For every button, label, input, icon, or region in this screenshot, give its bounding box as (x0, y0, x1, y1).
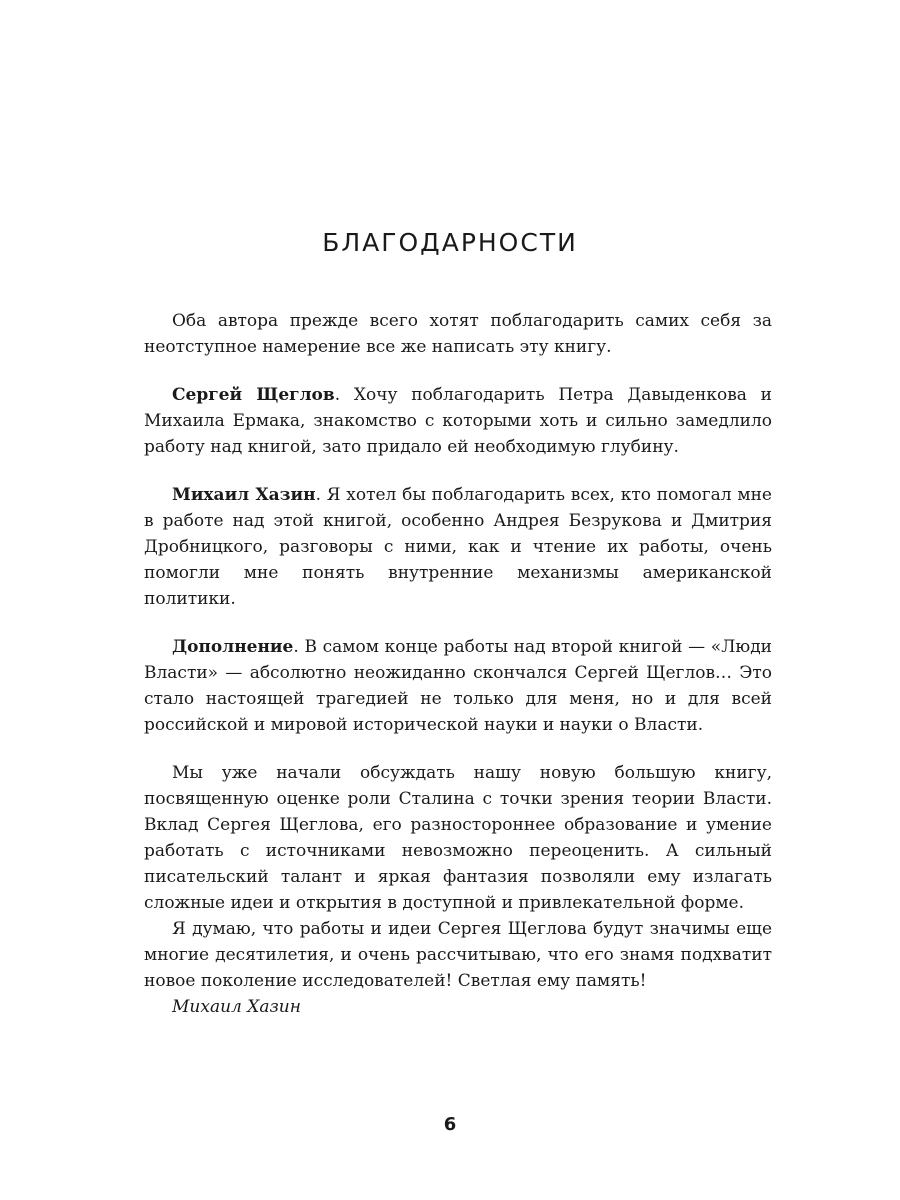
signature: Михаил Хазин (172, 997, 301, 1017)
paragraph-lead: Сергей Щеглов (172, 385, 335, 405)
paragraph-lead: Дополнение (172, 637, 294, 657)
acknowledgements-body (144, 308, 772, 1020)
paragraph-text: Оба автора прежде всего хотят поблагодарить самих себя за неотступное намерение все же написать эту книгу. (144, 311, 772, 357)
paragraph-text: . В самом конце работы над второй книгой — «Люди Власти» — абсолютно неожиданно скончался Сергей Щеглов… Это стало настоящей трагедией не только для меня, но и для всей российской и мировой исторической науки и науки о Власти. (144, 637, 772, 735)
paragraph-text: Мы уже начали обсуждать нашу новую большую книгу, посвященную оценке роли Сталина с точки зрения теории Власти. Вклад Сергея Щеглова, его разностороннее образование и умение работать с источниками невозможно переоценить. А сильный писательский талант и яркая фантазия позволяли ему излагать сложные идеи и открытия в доступной и привлекательной форме. (144, 763, 772, 913)
paragraph-text: Я думаю, что работы и идеи Сергея Щеглова будут значимы еще многие десятилетия, и очень рассчитываю, что его знамя подхватит новое поколение исследователей! Светлая ему память! (144, 919, 772, 991)
paragraph-text: . Я хотел бы поблагодарить всех, кто помогал мне в работе над этой книгой, особенно Андрея Безрукова и Дмитрия Дробницкого, разговоры с ними, как и чтение их работы, очень помогли мне понять внутренние механизмы американской политики. (144, 485, 772, 609)
paragraph-text: . Хочу поблагодарить Петра Давыденкова и Михаила Ермака, знакомство с которыми хоть и сильно замедлило работу над книгой, зато придало ей необходимую глубину. (144, 385, 772, 457)
paragraph-intro (144, 308, 772, 360)
page-number: 6 (443, 1114, 457, 1135)
paragraph-memory (144, 916, 772, 994)
paragraph-new-book (144, 760, 772, 916)
paragraph-addendum (144, 634, 772, 738)
paragraph-khazin (144, 482, 772, 612)
page-title: БЛАГОДАРНОСТИ (322, 228, 578, 257)
paragraph-shcheglov (144, 382, 772, 460)
paragraph-lead: Михаил Хазин (172, 485, 316, 505)
